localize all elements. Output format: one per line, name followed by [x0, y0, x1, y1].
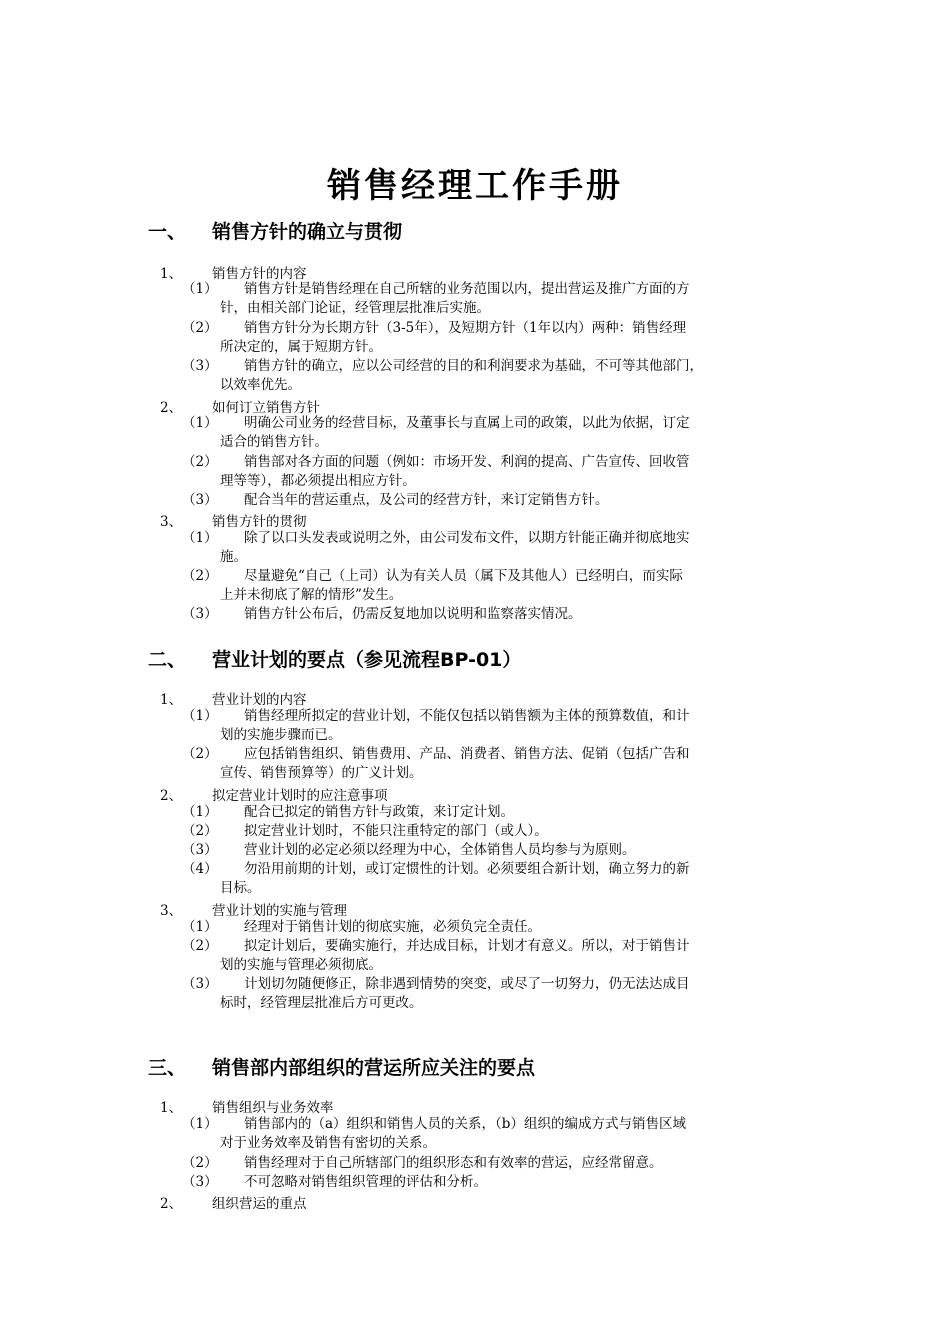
- list-item: [182, 529, 822, 567]
- item-text: 销售方针的确立，应以公司经营的目的和利润要求为基础，不可等其他部门，: [244, 358, 703, 374]
- subsection-label: 销售组织与业务效率: [212, 1100, 334, 1116]
- list-item: [182, 319, 822, 357]
- item-number: （2）: [182, 320, 218, 336]
- item-number: （2）: [182, 746, 218, 762]
- list-item: [182, 841, 822, 860]
- item-text: 尽量避免“自己（上司）认为有关人员（属下及其他人）已经明白，而实际: [244, 568, 683, 584]
- list-item: [182, 937, 822, 975]
- item-number: （2）: [182, 1155, 218, 1171]
- item-text-continued: 针，由相关部门论证，经管理层批准后实施。: [220, 300, 490, 316]
- subsection-heading: [160, 1192, 307, 1212]
- subsection-heading: [160, 1096, 334, 1116]
- item-text: 应包括销售组织、销售费用、产品、消费者、销售方法、促销（包括广告和: [244, 746, 690, 762]
- list-item: [182, 605, 822, 624]
- item-text: 销售方针公布后，仍需反复地加以说明和监察落实情况。: [244, 606, 582, 622]
- item-number: （3）: [182, 976, 218, 992]
- item-text-continued: 施。: [220, 549, 247, 565]
- section-number: 二、: [148, 649, 187, 671]
- subsection-label: 营业计划的实施与管理: [212, 903, 347, 919]
- item-text: 销售经理所拟定的营业计划，不能仅包括以销售额为主体的预算数值，和计: [244, 708, 690, 724]
- list-item: [182, 745, 822, 783]
- item-text: 销售部内的（a）组织和销售人员的关系，（b）组织的编成方式与销售区域: [244, 1116, 686, 1132]
- list-item: [182, 822, 822, 841]
- subsection-number: 2、: [160, 1196, 183, 1212]
- subsection-label: 拟定营业计划时的应注意事项: [212, 788, 388, 804]
- subsection-heading: [160, 396, 320, 416]
- item-number: （3）: [182, 842, 218, 858]
- section-number: 三、: [148, 1057, 187, 1079]
- item-text-continued: 理等等），都必须提出相应方针。: [220, 473, 416, 489]
- subsection-number: 3、: [160, 903, 183, 919]
- subsection-number: 2、: [160, 788, 183, 804]
- section-number: 一、: [148, 221, 187, 243]
- section-heading: [148, 1053, 535, 1080]
- subsection-label: 销售方针的贯彻: [212, 514, 307, 530]
- subsection-number: 2、: [160, 400, 183, 416]
- item-number: （3）: [182, 492, 218, 508]
- list-item: [182, 707, 822, 745]
- list-item: [182, 1173, 822, 1192]
- subsection-heading: [160, 510, 307, 530]
- list-item: [182, 860, 822, 898]
- item-number: （3）: [182, 606, 218, 622]
- list-item: [182, 414, 822, 452]
- list-item: [182, 1115, 822, 1153]
- list-item: [182, 975, 822, 1013]
- item-number: （1）: [182, 415, 218, 431]
- item-number: （1）: [182, 281, 218, 297]
- subsection-heading: [160, 784, 388, 804]
- list-item: [182, 280, 822, 318]
- item-number: （4）: [182, 861, 218, 877]
- item-text: 经理对于销售计划的彻底实施，必须负完全责任。: [244, 919, 541, 935]
- item-text: 销售部对各方面的问题（例如：市场开发、利润的提高、广告宣传、回收管: [244, 454, 690, 470]
- list-item: [182, 357, 822, 395]
- item-number: （2）: [182, 454, 218, 470]
- item-number: （1）: [182, 1116, 218, 1132]
- list-item: [182, 491, 822, 510]
- item-text-continued: 以效率优先。: [220, 377, 301, 393]
- item-text-continued: 标时，经管理层批准后方可更改。: [220, 995, 423, 1011]
- document-title: 销售经理工作手册: [327, 166, 623, 206]
- item-number: （1）: [182, 804, 218, 820]
- section-heading: [148, 645, 521, 672]
- item-text-continued: 所决定的，属于短期方针。: [220, 339, 382, 355]
- item-number: （2）: [182, 938, 218, 954]
- item-number: （3）: [182, 358, 218, 374]
- item-number: （2）: [182, 568, 218, 584]
- item-text: 勿沿用前期的计划，或订定惯性的计划。必须要组合新计划，确立努力的新: [244, 861, 690, 877]
- list-item: [182, 453, 822, 491]
- subsection-heading: [160, 899, 347, 919]
- item-number: （1）: [182, 708, 218, 724]
- subsection-number: 3、: [160, 514, 183, 530]
- list-item: [182, 803, 822, 822]
- item-text: 销售方针是销售经理在自己所辖的业务范围以内，提出营运及推广方面的方: [244, 281, 690, 297]
- list-item: [182, 918, 822, 937]
- item-number: （1）: [182, 919, 218, 935]
- item-text-continued: 划的实施与管理必须彻底。: [220, 957, 382, 973]
- item-text-continued: 目标。: [220, 880, 261, 896]
- section-title: 营业计划的要点（参见流程BP-01）: [212, 649, 522, 671]
- item-text-continued: 上并未彻底了解的情形”发生。: [220, 587, 403, 603]
- item-number: （3）: [182, 1174, 218, 1190]
- item-text: 营业计划的必定必须以经理为中心，全体销售人员均参与为原则。: [244, 842, 636, 858]
- item-text: 配合已拟定的销售方针与政策，来订定计划。: [244, 804, 514, 820]
- section-heading: [148, 217, 402, 244]
- subsection-heading: [160, 262, 307, 282]
- list-item: [182, 567, 822, 605]
- item-number: （2）: [182, 823, 218, 839]
- item-text: 销售方针分为长期方针（3-5年），及短期方针（1年以内）两种：销售经理: [244, 320, 687, 336]
- subsection-label: 如何订立销售方针: [212, 400, 320, 416]
- subsection-number: 1、: [160, 692, 183, 708]
- item-text-continued: 对于业务效率及销售有密切的关系。: [220, 1135, 436, 1151]
- item-text: 销售经理对于自己所辖部门的组织形态和有效率的营运，应经常留意。: [244, 1155, 663, 1171]
- item-number: （1）: [182, 530, 218, 546]
- item-text-continued: 宣传、销售预算等）的广义计划。: [220, 765, 423, 781]
- subsection-label: 组织营运的重点: [212, 1196, 307, 1212]
- item-text: 明确公司业务的经营目标，及董事长与直属上司的政策，以此为依据，订定: [244, 415, 690, 431]
- item-text: 不可忽略对销售组织管理的评估和分析。: [244, 1174, 487, 1190]
- item-text: 计划切勿随便修正，除非遇到情势的突变，或尽了一切努力，仍无法达成目: [244, 976, 690, 992]
- list-item: [182, 1154, 822, 1173]
- item-text: 拟定计划后，要确实施行，并达成目标，计划才有意义。所以，对于销售计: [244, 938, 690, 954]
- subsection-number: 1、: [160, 266, 183, 282]
- section-title: 销售部内部组织的营运所应关注的要点: [212, 1057, 536, 1079]
- item-text: 拟定营业计划时，不能只注重特定的部门（或人）。: [244, 823, 548, 839]
- item-text-continued: 适合的销售方针。: [220, 434, 328, 450]
- subsection-label: 销售方针的内容: [212, 266, 307, 282]
- item-text: 除了以口头发表或说明之外，由公司发布文件，以期方针能正确并彻底地实: [244, 530, 690, 546]
- subsection-heading: [160, 688, 307, 708]
- subsection-number: 1、: [160, 1100, 183, 1116]
- item-text-continued: 划的实施步骤而已。: [220, 727, 342, 743]
- subsection-label: 营业计划的内容: [212, 692, 307, 708]
- section-title: 销售方针的确立与贯彻: [212, 221, 403, 243]
- item-text: 配合当年的营运重点，及公司的经营方针，来订定销售方针。: [244, 492, 609, 508]
